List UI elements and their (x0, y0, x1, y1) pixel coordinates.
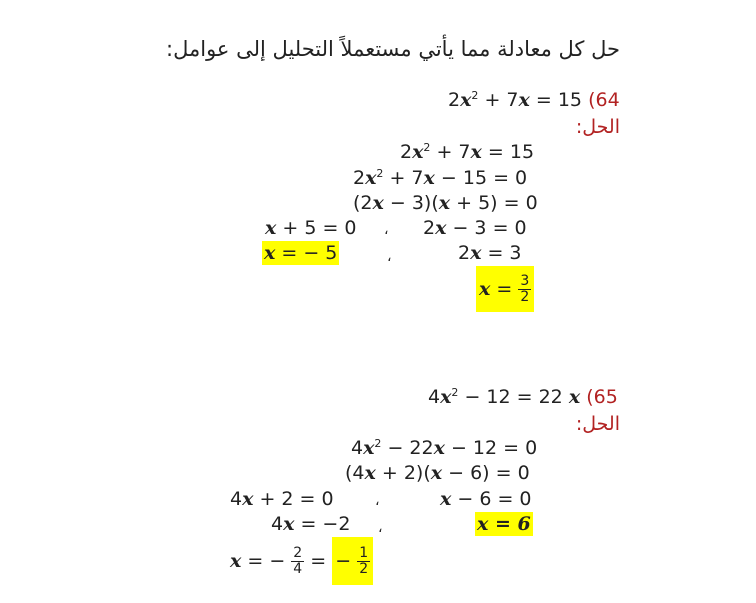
step-64-4-left-rhs: = 0 (322, 217, 357, 239)
step-65-2: (4x + 2)(x − 6) = 0 (345, 462, 530, 484)
step-64-3-rhs: = 0 (503, 192, 538, 214)
step-64-4-right-rhs: = 0 (492, 217, 527, 239)
answer-65-left: x = − $\frac{2}{4}$ = − $\frac{1}{2}$ (230, 537, 373, 585)
separator-65-b: ، (378, 520, 383, 536)
step-64-5-rhs: = 3 (487, 242, 522, 264)
problem-64-equation: $2x^2 + 7x = 15$ (448, 89, 583, 111)
instruction-text: حل كل معادلة مما يأتي مستعملاً التحليل إلى عوامل: (166, 37, 620, 61)
separator-64-a: ، (384, 222, 389, 238)
problem-65-equation: $4x^2 - 12 = 22$ x (428, 386, 581, 408)
problem-64-statement (448, 89, 620, 111)
step-64-3: (2x − 3)(x + 5) = 0 (353, 192, 538, 214)
step-64-1: $2x^2 + 7x = 15$ (400, 141, 535, 163)
problem-65-number: (65 (586, 386, 618, 408)
step-65-4-left: 4x = −2 (271, 513, 351, 535)
problem-64-number: (64 (588, 89, 620, 111)
step-64-2-rhs: − 15 = 0 (440, 167, 528, 189)
separator-65-a: ، (375, 493, 380, 509)
step-65-3-left: 4x + 2 = 0 (230, 488, 334, 510)
solution-label-64: الحل: (575, 116, 620, 138)
answer-65-right-value: x = 6 (477, 513, 531, 535)
solution-label-65: الحل: (575, 413, 620, 435)
answer-64-left-value: = − 5 (281, 242, 338, 264)
step-64-1-rhs: = 15 (487, 141, 535, 163)
step-64-5-right: 2x = 3 (458, 242, 522, 264)
step-65-3-right: x − 6 = 0 (440, 488, 532, 510)
answer-64-fraction: $\frac{3}{2}$ (520, 273, 530, 305)
problem-65-statement (428, 386, 618, 408)
answer-65-fraction-a: $\frac{2}{4}$ (293, 545, 303, 577)
answer-65-fraction-b: $\frac{1}{2}$ (359, 545, 369, 577)
step-64-4-left: x + 5 = 0 (265, 217, 357, 239)
step-64-2: $2x^2 + 7x - 15 = 0$ (353, 167, 528, 189)
step-65-1: $4x^2 - 22x - 12 = 0$ (351, 437, 538, 459)
answer-64-right: x = $\frac{3}{2}$ (476, 266, 534, 312)
separator-64-b: ، (387, 249, 392, 265)
answer-65-right (475, 513, 533, 535)
step-64-4-right: 2x − 3 = 0 (423, 217, 527, 239)
answer-64-left: x = − 5 (264, 242, 338, 264)
